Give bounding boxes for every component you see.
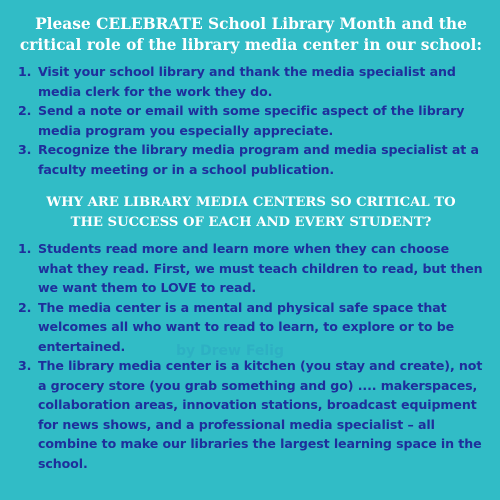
action-item xyxy=(18,101,484,140)
list-number: 3. xyxy=(18,358,32,373)
reason-item xyxy=(18,239,484,298)
reason-item xyxy=(18,356,484,473)
title-line-1: Please CELEBRATE School Library Month and the xyxy=(35,15,467,33)
list-number: 2. xyxy=(18,103,32,118)
section-heading-line-1: WHY ARE LIBRARY MEDIA CENTERS SO CRITICAL TO xyxy=(46,195,456,210)
list-item-text: The library media center is a kitchen (you stay and create), not a grocery store (you grab something and go) .... makerspaces, collaboration areas, innovation stations, broadcast equipment for news shows, and a professional media specialist – all combine to make our libraries the largest learning space in the school. xyxy=(38,358,483,471)
page-title xyxy=(18,14,484,56)
section-heading-line-2: THE SUCCESS OF EACH AND EVERY STUDENT? xyxy=(70,215,432,230)
list-number: 1. xyxy=(18,241,32,256)
list-item-text: Students read more and learn more when they can choose what they read. First, we must teach children to read, but then we want them to LOVE to read. xyxy=(38,241,483,295)
list-item-text: Recognize the library media program and media specialist at a faculty meeting or in a school publication. xyxy=(38,142,479,177)
action-list xyxy=(18,62,484,179)
list-item-text: The media center is a mental and physical safe space that welcomes all who want to read to learn, to explore or to be entertained. xyxy=(38,299,455,354)
list-number: 1. xyxy=(18,64,32,79)
list-number: 2. xyxy=(18,299,32,315)
list-number: 3. xyxy=(18,142,32,157)
list-item-text: Visit your school library and thank the media specialist and media clerk for the work they do. xyxy=(38,64,456,99)
action-item xyxy=(18,62,484,101)
title-line-2: critical role of the library media center in our school: xyxy=(19,36,483,54)
watermark: by Drew Felig xyxy=(176,343,284,359)
action-item xyxy=(18,140,484,179)
list-item-text: Send a note or email with some specific aspect of the library media program you especially appreciate. xyxy=(38,103,465,138)
section-heading xyxy=(18,193,484,233)
